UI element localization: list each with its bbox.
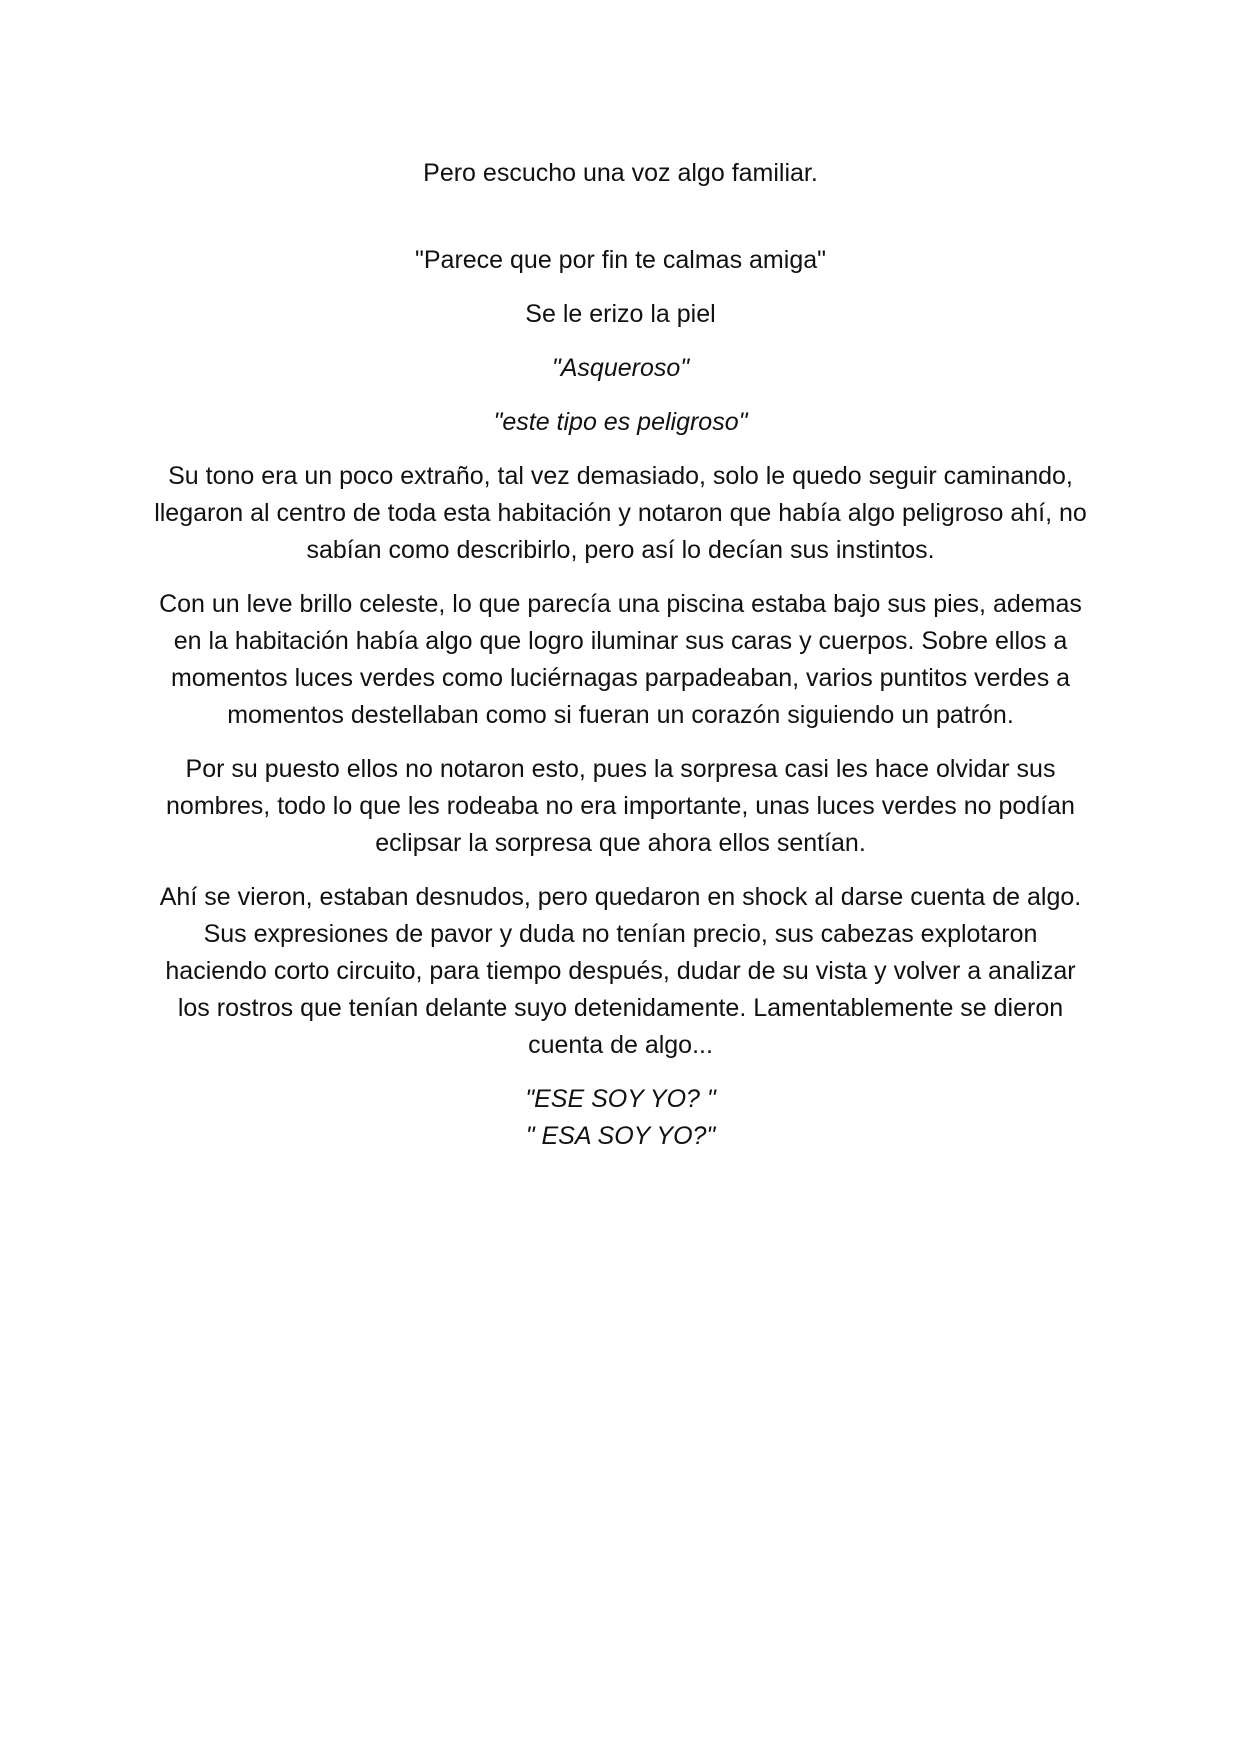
paragraph-final-line-1: "ESE SOY YO? " xyxy=(525,1085,716,1113)
paragraph-tone: Su tono era un poco extraño, tal vez demasiado, solo le quedo seguir caminando, llegaron al centro de toda esta habitación y notaron que había algo peligroso ahí, no sabían como describirlo, pero así lo decían sus instintos. xyxy=(154,462,1087,564)
paragraph-thought-dangerous: "este tipo es peligroso" xyxy=(493,408,748,436)
paragraph-intro: Pero escucho una voz algo familiar. xyxy=(423,159,818,187)
paragraph-light: Con un leve brillo celeste, lo que parecía una piscina estaba bajo sus pies, ademas en la habitación había algo que logro iluminar sus caras y cuerpos. Sobre ellos a momentos luces verdes como luciérnagas parpadeaban, varios puntitos verdes a momentos destellaban como si fueran un corazón siguiendo un patrón. xyxy=(159,590,1082,729)
paragraph-surprise: Por su puesto ellos no notaron esto, pues la sorpresa casi les hace olvidar sus nombres, todo lo que les rodeaba no era importante, unas luces verdes no podían eclipsar la sorpresa que ahora ellos sentían. xyxy=(166,755,1075,857)
paragraph-quote-calm: "Parece que por fin te calmas amiga" xyxy=(414,246,826,274)
paragraph-skin: Se le erizo la piel xyxy=(525,300,716,328)
document-body xyxy=(150,155,1091,1155)
paragraph-realization: Ahí se vieron, estaban desnudos, pero quedaron en shock al darse cuenta de algo. Sus expresiones de pavor y duda no tenían precio, sus cabezas explotaron haciendo corto circuito, para tiempo después, dudar de su vista y volver a analizar los rostros que tenían delante suyo detenidamente. Lamentablemente se dieron cuenta de algo... xyxy=(159,883,1082,1059)
paragraph-thought-asqueroso: "Asqueroso" xyxy=(551,354,690,382)
paragraph-final-line-2: " ESA SOY YO?" xyxy=(525,1122,716,1150)
